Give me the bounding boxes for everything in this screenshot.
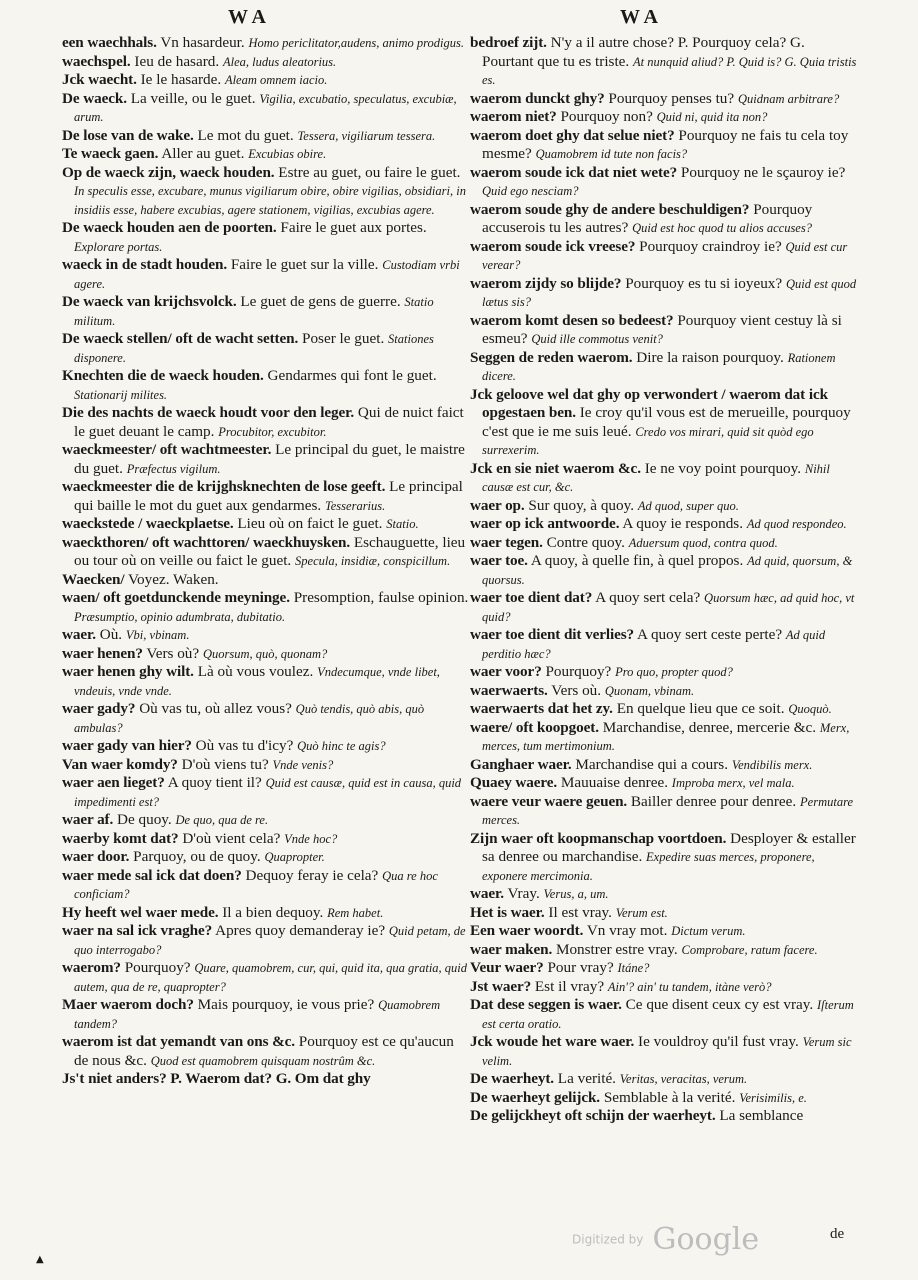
entry-headword: waerom niet?	[470, 108, 557, 125]
entry-french: Où.	[99, 626, 123, 643]
entry-headword: waerom soude ick vreese?	[470, 237, 636, 255]
entry-french: Pour vray?	[547, 959, 614, 976]
entry-headword: waechspel.	[62, 52, 131, 70]
dictionary-entry	[470, 497, 858, 516]
entry-french: Poser le guet.	[302, 330, 385, 347]
entry-latin: Præfectus vigilum.	[126, 461, 221, 476]
entry-headword: waer maken.	[470, 940, 553, 958]
dictionary-entry	[62, 756, 470, 775]
entry-headword: De gelijckheyt oft schijn der waerheyt.	[470, 1107, 716, 1124]
entry-headword: waer toe dient dit verlies?	[470, 626, 635, 643]
entry-headword: Jck en sie niet waerom &c.	[470, 459, 641, 477]
dictionary-entry	[470, 201, 858, 238]
entry-headword: De waeck.	[62, 89, 127, 107]
entry-french: Contre quoy.	[546, 533, 625, 551]
entry-latin: Quod est quamobrem quisquam nostrûm &c.	[150, 1053, 376, 1068]
dictionary-entry	[470, 589, 858, 626]
entry-headword: waer gady?	[62, 700, 136, 717]
entry-latin: Verus, a, um.	[543, 887, 609, 901]
dictionary-entry	[470, 515, 858, 534]
entry-french: A quoy sert cela?	[595, 589, 701, 606]
entry-french: La veille, ou le guet.	[130, 89, 256, 107]
dictionary-entry	[62, 34, 470, 53]
entry-headword: waere veur waere geuen.	[470, 792, 628, 810]
entry-headword: Te waeck gaen.	[62, 145, 159, 162]
entry-french: Où vas tu d'icy?	[195, 737, 294, 754]
dictionary-entry	[470, 922, 858, 941]
entry-latin: Quid ille commotus venit?	[531, 332, 663, 346]
dictionary-entry	[62, 830, 470, 849]
dictionary-entry	[470, 774, 858, 793]
dictionary-entry	[470, 626, 858, 663]
running-header	[0, 6, 918, 32]
entry-headword: Jst waer?	[470, 977, 532, 995]
entry-headword: waerom dunckt ghy?	[470, 89, 605, 107]
entry-headword: waer toe dient dat?	[470, 589, 593, 606]
entry-french: Dire la raison pourquoy.	[636, 348, 784, 366]
entry-french: La semblance	[719, 1107, 804, 1124]
dictionary-entry	[470, 1107, 858, 1126]
entry-headword: waer.	[470, 885, 504, 902]
entry-french: Estre au guet, ou faire le guet.	[278, 163, 461, 181]
dictionary-entry	[470, 941, 858, 960]
dictionary-entry	[470, 885, 858, 904]
entry-latin: Quapropter.	[264, 850, 325, 864]
entry-headword: waerom zijdy so blijde?	[470, 274, 622, 292]
dictionary-entry	[62, 959, 470, 996]
entry-french: D'où viens tu?	[181, 755, 269, 773]
entry-headword: Hy heeft wel waer mede.	[62, 903, 219, 921]
entry-french: Monstrer estre vray.	[555, 940, 678, 958]
entry-latin: Dictum verum.	[671, 924, 746, 938]
entry-latin: Expedire suas merces, proponere, exponere mercimonia.	[482, 850, 815, 883]
entry-latin: Quò tendis, quò abis, quò ambulas?	[74, 702, 425, 735]
entry-headword: Jck geloove wel dat ghy op verwondert / waerom dat ick opgestaen ben.	[470, 385, 828, 421]
entry-french: Le guet de gens de guerre.	[240, 293, 401, 310]
entry-latin: Qua re hoc conficiam?	[74, 868, 438, 901]
entry-headword: waer op.	[470, 496, 525, 514]
dictionary-entry	[470, 700, 858, 719]
entry-french: Vray.	[507, 885, 540, 902]
entry-headword: Jck woude het ware waer.	[470, 1033, 635, 1050]
entry-headword: De lose van de wake.	[62, 126, 194, 144]
entry-headword: waeckmeester/ oft wachtmeester.	[62, 441, 272, 458]
dictionary-entry	[470, 904, 858, 923]
dictionary-entry	[470, 460, 858, 497]
entry-french: Ie ne voy point pourquoy.	[644, 459, 802, 477]
entry-latin: Stationes disponere.	[74, 332, 434, 365]
entry-headword: waer op ick antwoorde.	[470, 515, 620, 532]
entry-headword: Van waer komdy?	[62, 755, 178, 773]
entry-french: Ie vouldroy qu'il fust vray.	[638, 1033, 799, 1050]
entry-latin: Tesserarius.	[324, 498, 386, 513]
entry-headword: Waecken/	[62, 570, 125, 588]
entry-latin: Aduersum quod, contra quod.	[628, 535, 778, 550]
watermark-brand: Google	[652, 1222, 760, 1257]
entry-headword: waeckstede / waeckplaetse.	[62, 515, 234, 532]
entry-headword: waer aen lieget?	[62, 774, 165, 791]
dictionary-entry	[62, 53, 470, 72]
entry-headword: Js't niet anders? P. Waerom dat? G. Om dat ghy	[62, 1070, 371, 1087]
entry-latin: Homo periclitator,audens, animo prodigus.	[248, 36, 464, 50]
left-column	[62, 34, 470, 1234]
dictionary-entry	[470, 1070, 858, 1089]
entry-latin: Quò hinc te agis?	[297, 739, 386, 753]
entry-latin: Quoquò.	[788, 702, 832, 716]
entry-french: Desployer & estaller sa denree ou marchandise.	[482, 829, 856, 865]
entry-headword: waer toe.	[470, 552, 528, 569]
entry-headword: waerom?	[62, 959, 121, 976]
entry-french: Vn hasardeur.	[160, 34, 245, 51]
entry-french: Pourquoy es tu si ioyeux?	[625, 274, 783, 292]
entry-french: La verité.	[557, 1070, 616, 1087]
entry-latin: Præsumptio, opinio adumbrata, dubitatio.	[74, 609, 286, 624]
entry-french: Faire le guet aux portes.	[280, 219, 427, 236]
dictionary-entry	[470, 164, 858, 201]
dictionary-entry	[62, 645, 470, 664]
dictionary-entry	[62, 515, 470, 534]
dictionary-entry	[62, 589, 470, 626]
entry-french: En quelque lieu que ce soit.	[616, 700, 785, 717]
entry-headword: Knechten die de waeck houden.	[62, 367, 264, 384]
entry-french: D'où vient cela?	[182, 829, 281, 847]
dictionary-entry	[470, 386, 858, 460]
entry-headword: waen/ oft goetdunckende meyninge.	[62, 589, 290, 606]
entry-latin: Merx, merces, tum mertimonium.	[482, 720, 850, 753]
entry-headword: waer voor?	[470, 663, 542, 680]
dictionary-entry	[62, 867, 470, 904]
entry-latin: Verisimilis, e.	[739, 1090, 807, 1105]
entry-headword: waer tegen.	[470, 533, 543, 551]
entry-headword: waerwaerts.	[470, 681, 548, 699]
entry-french: Faire le guet sur la ville.	[230, 256, 379, 273]
entry-french: Marchandise, denree, mercerie &c.	[602, 718, 817, 736]
entry-latin: Iſterum est certa oratio.	[482, 998, 854, 1031]
entry-latin: Explorare portas.	[74, 239, 163, 254]
entry-latin: Nihil causæ est cur, &c.	[482, 461, 830, 494]
dictionary-entry	[470, 108, 858, 127]
entry-headword: Zijn waer oft koopmanschap voortdoen.	[470, 829, 727, 847]
entry-latin: Itáne?	[617, 961, 650, 975]
entry-french: A quoy tient il?	[167, 774, 262, 791]
entry-latin: Vnde venis?	[272, 757, 334, 772]
entry-latin: Quare, quamobrem, cur, qui, quid ita, qua gratia, quid autem, qua de re, quapropter?	[74, 961, 468, 994]
dictionary-entry	[470, 127, 858, 164]
entry-latin: Ad quid perditio hæc?	[482, 628, 826, 661]
entry-french: Aller au guet.	[161, 145, 245, 162]
entry-french: Qui de nuict faict le guet deuant le camp.	[74, 404, 464, 440]
dictionary-entry	[470, 349, 858, 386]
entry-headword: Maer waerom doch?	[62, 996, 194, 1013]
entry-latin: Specula, insidiæ, conspicillum.	[295, 554, 451, 568]
entry-latin: Custodiam vrbi agere.	[74, 258, 460, 291]
entry-latin: Vndecumque, vnde libet, vndeuis, vnde vnde.	[74, 665, 440, 698]
entry-french: Le principal qui baille le mot du guet aux gendarmes.	[74, 478, 463, 514]
entry-headword: waer door.	[62, 848, 130, 865]
entry-latin: Alea, ludus aleatorius.	[222, 54, 337, 69]
entry-french: A quoy, à quelle fin, à quel propos.	[530, 552, 744, 569]
entry-french: Lieu où on faict le guet.	[237, 515, 383, 532]
entry-latin: Quamobrem tandem?	[74, 998, 441, 1031]
dictionary-entry	[470, 1089, 858, 1108]
entry-latin: Verum est.	[615, 905, 668, 920]
entry-french: A quoy ie responds.	[622, 515, 744, 532]
entry-headword: waer af.	[62, 811, 114, 828]
dictionary-entry	[470, 312, 858, 349]
entry-french: Vers où.	[551, 681, 602, 699]
dictionary-entry	[62, 219, 470, 256]
entry-latin: Pro quo, propter quod?	[615, 665, 733, 679]
dictionary-entry	[470, 534, 858, 553]
entry-french: Pourquoy vient cestuy là si esmeu?	[482, 311, 842, 347]
entry-french: Est il vray?	[534, 977, 605, 995]
entry-latin: Rationem dicere.	[482, 350, 836, 383]
entry-latin: Aleam omnem iacio.	[224, 73, 328, 87]
entry-french: De quoy.	[117, 811, 172, 828]
entry-latin: Vnde hoc?	[284, 831, 338, 846]
entry-french: Semblable à la verité.	[603, 1088, 736, 1106]
dictionary-entry	[62, 571, 470, 590]
entry-headword: waeck in de stadt houden.	[62, 256, 228, 273]
dictionary-entry	[62, 626, 470, 645]
entry-headword: Een waer woordt.	[470, 922, 584, 939]
entry-latin: Comprobare, ratum facere.	[681, 942, 818, 957]
dictionary-entry	[62, 1070, 470, 1089]
google-watermark	[572, 1222, 759, 1257]
entry-latin: Quid ni, quid ita non?	[656, 110, 768, 124]
dictionary-entry	[62, 441, 470, 478]
entry-latin: Vbi, vbinam.	[125, 628, 190, 642]
entry-french: Pourquoy craindroy ie?	[639, 237, 782, 255]
dictionary-entry	[62, 700, 470, 737]
entry-french: A quoy sert ceste perte?	[637, 626, 783, 643]
entry-french: Ce que disent ceux cy est vray.	[625, 996, 814, 1013]
catchword: de	[830, 1226, 845, 1242]
entry-french: Pourquoy non?	[560, 108, 653, 125]
entry-french: Le principal du guet, le maistre du guet.	[74, 441, 465, 477]
entry-latin: Credo vos mirari, quid sit quòd ego surrexerim.	[482, 424, 814, 457]
entry-headword: waerom doet ghy dat selue niet?	[470, 126, 675, 144]
entry-headword: waerby komt dat?	[62, 829, 179, 847]
entry-latin: Quidnam arbitrare?	[737, 91, 840, 106]
dictionary-entry	[470, 1033, 858, 1070]
entry-french: Pourquoy ne fais tu cela toy mesme?	[482, 126, 849, 162]
entry-headword: waere/ oft koopgoet.	[470, 718, 599, 736]
dictionary-entry	[62, 811, 470, 830]
entry-french: Ieu de hasard.	[134, 52, 220, 70]
entry-latin: Quorsum hæc, ad quid hoc, vt quid?	[482, 591, 855, 624]
dictionary-entry	[62, 663, 470, 700]
entry-french: Voyez. Waken.	[128, 570, 219, 588]
dictionary-entry	[62, 774, 470, 811]
entry-french: Bailler denree pour denree.	[630, 792, 797, 810]
dictionary-entry	[62, 996, 470, 1033]
dictionary-entry	[470, 552, 858, 589]
entry-headword: Quaey waere.	[470, 774, 558, 791]
dictionary-entry	[62, 848, 470, 867]
entry-french: Vers où?	[146, 644, 200, 662]
entry-latin: Quamobrem id tute non facis?	[535, 147, 688, 161]
entry-latin: Veritas, veracitas, verum.	[619, 1072, 748, 1086]
dictionary-entry	[62, 71, 470, 90]
entry-headword: waerwaerts dat het zy.	[470, 700, 613, 717]
entry-headword: Seggen de reden waerom.	[470, 348, 633, 366]
dictionary-entry	[62, 904, 470, 923]
entry-french: Marchandise qui a cours.	[575, 755, 729, 773]
entry-french: Ie le hasarde.	[140, 71, 222, 88]
entry-french: Parquoy, ou de quoy.	[133, 848, 261, 865]
dictionary-entry	[470, 978, 858, 997]
entry-latin: Quid est cur verear?	[482, 239, 848, 272]
entry-latin: Stationarij milites.	[74, 387, 168, 402]
entry-latin: Quonam, vbinam.	[604, 683, 695, 698]
entry-latin: Vigilia, excubatio, speculatus, excubiæ, arum.	[74, 91, 457, 124]
header-right: W A	[620, 6, 658, 28]
entry-french: Ie croy qu'il vous est de merueille, pourquoy c'est que ie me suis leué.	[482, 404, 851, 440]
dictionary-entry	[470, 90, 858, 109]
entry-latin: Ad quod respondeo.	[746, 517, 847, 531]
dictionary-entry	[470, 238, 858, 275]
entry-french: Où vas tu, où allez vous?	[139, 700, 292, 717]
dictionary-entry	[62, 127, 470, 146]
right-column	[470, 34, 858, 1234]
entry-latin: Ad quod, super quo.	[637, 498, 739, 513]
entry-latin: Permutare merces.	[482, 794, 854, 827]
entry-headword: waer gady van hier?	[62, 737, 192, 754]
entry-latin: Quid petam, de quo interrogabo?	[74, 924, 466, 957]
entry-latin: In speculis esse, excubare, munus vigiliarum obire, obire vigilias, obsidiari, in insidiis esse, habere excubias, agere stationem, vigilias, excubias agere.	[74, 184, 466, 217]
entry-latin: Quid est hoc quod tu alios accuses?	[632, 221, 812, 235]
entry-french: Pourquoy ne le sçauroy ie?	[680, 163, 846, 181]
entry-french: Eschauguette, lieu ou tour où on veille ou faict le guet.	[74, 533, 466, 569]
entry-latin: Quorsum, quò, quonam?	[202, 646, 328, 661]
entry-french: Il est vray.	[548, 903, 612, 921]
dictionary-entry	[470, 663, 858, 682]
dictionary-entry	[470, 756, 858, 775]
entry-latin: Improba merx, vel mala.	[671, 776, 795, 790]
entry-headword: Ganghaer waer.	[470, 755, 572, 773]
entry-headword: Die des nachts de waeck houdt voor den leger.	[62, 404, 355, 421]
entry-headword: De waeck houden aen de poorten.	[62, 219, 277, 236]
entry-french: Sur quoy, à quoy.	[528, 496, 635, 514]
entry-headword: Het is waer.	[470, 903, 545, 921]
entry-headword: waer na sal ick vraghe?	[62, 922, 213, 939]
entry-headword: De waerheyt.	[470, 1070, 554, 1087]
entry-headword: bedroef zijt.	[470, 34, 547, 51]
entry-french: Pourquoy accuserois tu les autres?	[482, 200, 813, 236]
dictionary-entry	[62, 737, 470, 756]
entry-french: Pourquoy?	[545, 663, 612, 680]
entry-headword: waer henen?	[62, 644, 143, 662]
entry-headword: waer mede sal ick dat doen?	[62, 866, 242, 884]
entry-headword: waerom soude ick dat niet wete?	[470, 163, 678, 181]
entry-french: Pourquoy?	[124, 959, 191, 976]
entry-headword: een waechhals.	[62, 34, 157, 51]
entry-latin: Ad quid, quorsum, & quorsus.	[482, 554, 853, 587]
entry-headword: waerom komt desen so bedeest?	[470, 311, 674, 329]
dictionary-entry	[62, 293, 470, 330]
entry-french: Presomption, faulse opinion.	[293, 589, 469, 606]
entry-latin: Verum sic velim.	[482, 1035, 852, 1068]
entry-latin: Procubitor, excubitor.	[218, 424, 327, 439]
dictionary-entry	[62, 478, 470, 515]
entry-french: Là où vous voulez.	[197, 663, 314, 680]
dictionary-entry	[62, 330, 470, 367]
dictionary-entry	[62, 404, 470, 441]
entry-headword: Jck waecht.	[62, 71, 137, 88]
dictionary-entry	[470, 275, 858, 312]
entry-latin: Statio.	[386, 517, 419, 531]
entry-headword: Op de waeck zijn, waeck houden.	[62, 163, 275, 181]
dictionary-entry	[62, 164, 470, 220]
dictionary-entry	[62, 922, 470, 959]
entry-latin: Tessera, vigiliarum tessera.	[297, 128, 436, 143]
entry-french: Apres quoy demanderay ie?	[215, 922, 386, 939]
entry-french: Le mot du guet.	[197, 126, 294, 144]
dictionary-entry	[62, 90, 470, 127]
dictionary-entry	[62, 367, 470, 404]
watermark-prefix: Digitized by	[572, 1232, 644, 1247]
dictionary-entry	[470, 996, 858, 1033]
entry-french: Pourquoy est ce qu'aucun de nous &c.	[74, 1033, 454, 1069]
entry-latin: Vendibilis merx.	[731, 757, 813, 772]
entry-headword: De waeck stellen/ oft de wacht setten.	[62, 330, 299, 347]
entry-latin: Quid ego nesciam?	[482, 184, 579, 198]
dictionary-entry	[470, 682, 858, 701]
entry-french: Il a bien dequoy.	[222, 903, 324, 921]
entry-latin: Quid est causæ, quid est in causa, quid impedimenti est?	[74, 776, 462, 809]
dictionary-entry	[470, 34, 858, 90]
header-left: W A	[228, 6, 266, 28]
dictionary-entry	[470, 830, 858, 886]
entry-french: Dequoy feray ie cela?	[245, 866, 379, 884]
entry-french: Vn vray mot.	[586, 922, 668, 939]
entry-headword: De waeck van krijchsvolck.	[62, 293, 237, 310]
dictionary-entry	[62, 534, 470, 571]
dictionary-entry	[62, 256, 470, 293]
dictionary-entry	[470, 959, 858, 978]
entry-french: Mais pourquoy, ie vous prie?	[197, 996, 375, 1013]
entry-latin: Ain'? ain' tu tandem, itàne verò?	[607, 979, 772, 994]
entry-latin: At nunquid aliud? P. Quid is? G. Quia tristis es.	[482, 54, 857, 87]
dictionary-entry	[62, 1033, 470, 1070]
entry-latin: De quo, qua de re.	[175, 813, 269, 827]
entry-headword: waer.	[62, 626, 96, 643]
entry-headword: waeckmeester die de krijghsknechten de lose geeft.	[62, 478, 386, 495]
dictionary-entry	[62, 145, 470, 164]
entry-french: Gendarmes qui font le guet.	[267, 367, 437, 384]
entry-headword: waeckthoren/ oft wachttoren/ waeckhuysken.	[62, 533, 351, 551]
entry-latin: Statio militum.	[74, 295, 434, 328]
entry-headword: waer henen ghy wilt.	[62, 663, 194, 680]
entry-headword: waerom soude ghy de andere beschuldigen?	[470, 200, 750, 218]
entry-latin: Quid est quod lætus sis?	[482, 276, 857, 309]
dictionary-entry	[470, 719, 858, 756]
dictionary-entry	[470, 793, 858, 830]
entry-french: N'y a il autre chose? P. Pourquoy cela? G. Pourtant que tu es triste.	[482, 34, 805, 70]
entry-headword: Dat dese seggen is waer.	[470, 996, 622, 1013]
entry-headword: Veur waer?	[470, 959, 544, 976]
entry-headword: De waerheyt gelijck.	[470, 1088, 601, 1106]
entry-latin: Excubias obire.	[248, 147, 327, 161]
printer-mark: ▲	[36, 1254, 44, 1265]
entry-latin: Rem habet.	[327, 905, 384, 920]
entry-french: Pourquoy penses tu?	[608, 89, 735, 107]
entry-headword: waerom ist dat yemandt van ons &c.	[62, 1033, 295, 1050]
entry-french: Mauuaise denree.	[560, 774, 668, 791]
